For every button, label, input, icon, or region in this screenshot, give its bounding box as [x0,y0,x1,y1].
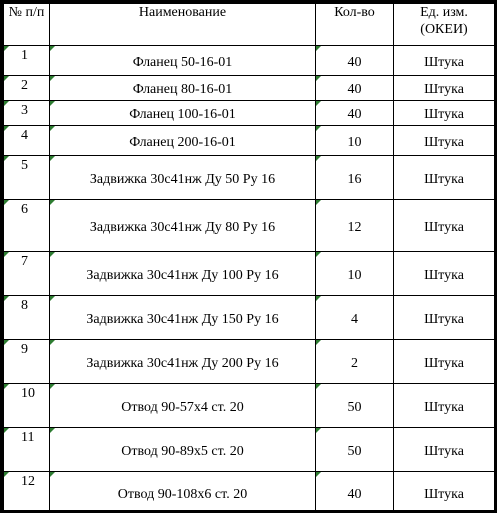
row-number-cell-text: 3 [21,103,28,118]
item-name-cell[interactable] [50,296,316,340]
item-name-cell[interactable] [50,101,316,126]
unit-cell-text: Штука [424,82,464,97]
quantity-cell[interactable] [316,472,394,513]
cell-marker-icon [4,296,9,301]
row-number-cell-text: 5 [21,158,28,173]
item-name-cell-text: Фланец 200-16-01 [129,134,236,150]
unit-cell[interactable] [394,384,495,428]
item-name-cell-text: Отвод 90-108х6 ст. 20 [117,486,248,502]
item-name-cell[interactable] [50,76,316,101]
row-number-cell-text: 6 [21,202,28,217]
quantity-cell-text: 50 [347,399,362,415]
table-row [4,126,495,156]
cell-marker-icon [316,428,321,433]
item-name-cell[interactable] [50,340,316,384]
unit-cell[interactable] [394,340,495,384]
unit-cell-text: Штука [424,355,464,371]
cell-marker-icon [4,428,9,433]
quantity-cell[interactable] [316,340,394,384]
item-name-cell-text: Отвод 90-57х4 ст. 20 [121,399,244,415]
cell-marker-icon [4,340,9,345]
table-row [4,200,495,252]
row-number-cell[interactable] [4,101,50,126]
item-name-cell[interactable] [50,428,316,472]
items-table [3,3,495,513]
item-name-cell-text: Отвод 90-89х5 ст. 20 [121,443,244,459]
unit-cell-text: Штука [424,171,464,187]
row-number-cell[interactable] [4,200,50,252]
quantity-cell-text: 50 [347,443,362,459]
row-number-cell-text: 1 [21,48,28,63]
item-name-cell-text: Задвижка 30с41нж Ду 100 Ру 16 [86,267,279,283]
cell-marker-icon [50,76,55,81]
row-number-cell[interactable] [4,472,50,513]
cell-marker-icon [316,340,321,345]
row-number-cell[interactable] [4,296,50,340]
unit-cell[interactable] [394,76,495,101]
unit-cell[interactable] [394,46,495,76]
item-name-cell-text: Задвижка 30с41нж Ду 150 Ру 16 [86,311,279,327]
cell-marker-icon [4,46,9,51]
row-number-cell-text: 12 [21,474,35,489]
row-number-cell[interactable] [4,428,50,472]
cell-marker-icon [50,296,55,301]
header-unit-line1: Ед. изм. [420,5,468,20]
item-name-cell[interactable] [50,252,316,296]
unit-cell-text: Штука [424,311,464,327]
item-name-cell-text: Фланец 50-16-01 [132,54,233,70]
row-number-cell[interactable] [4,252,50,296]
unit-cell[interactable] [394,428,495,472]
quantity-cell-text: 40 [347,107,362,122]
unit-cell[interactable] [394,472,495,513]
cell-marker-icon [316,126,321,131]
table-row [4,472,495,513]
unit-cell[interactable] [394,296,495,340]
cell-marker-icon [50,384,55,389]
cell-marker-icon [4,472,9,477]
cell-marker-icon [4,101,9,106]
unit-cell[interactable] [394,200,495,252]
item-name-cell[interactable] [50,126,316,156]
cell-marker-icon [50,156,55,161]
quantity-cell-text: 10 [347,134,362,150]
table-row [4,384,495,428]
row-number-cell-text: 7 [21,254,28,269]
cell-marker-icon [316,296,321,301]
row-number-cell-text: 4 [21,128,28,143]
cell-marker-icon [316,200,321,205]
cell-marker-icon [50,252,55,257]
cell-marker-icon [50,472,55,477]
cell-marker-icon [4,252,9,257]
header-unit-line2: (ОКЕИ) [420,22,468,37]
quantity-cell-text: 16 [347,171,362,187]
item-name-cell-text: Фланец 80-16-01 [132,82,233,97]
cell-marker-icon [50,46,55,51]
header-unit[interactable] [394,4,495,46]
cell-marker-icon [4,156,9,161]
quantity-cell[interactable] [316,76,394,101]
quantity-cell[interactable] [316,46,394,76]
unit-cell[interactable] [394,252,495,296]
unit-cell-text: Штука [424,134,464,150]
row-number-cell[interactable] [4,384,50,428]
row-number-cell-text: 11 [21,430,35,445]
unit-cell-text: Штука [424,486,464,502]
quantity-cell-text: 40 [347,486,362,502]
header-qty[interactable]: Кол-во [316,4,394,46]
cell-marker-icon [316,384,321,389]
cell-marker-icon [4,384,9,389]
quantity-cell-text: 40 [347,54,362,70]
item-name-cell-text: Задвижка 30с41нж Ду 200 Ру 16 [86,355,279,371]
quantity-cell[interactable] [316,156,394,200]
unit-cell-text: Штука [424,399,464,415]
row-number-cell-text: 10 [21,386,35,401]
table-row [4,296,495,340]
header-row [4,4,495,46]
item-name-cell-text: Задвижка 30с41нж Ду 50 Ру 16 [89,171,276,187]
table-row [4,156,495,200]
quantity-cell-text: 4 [351,311,358,327]
table-row [4,46,495,76]
row-number-cell-text: 9 [21,342,28,357]
cell-marker-icon [50,200,55,205]
item-name-cell[interactable] [50,46,316,76]
cell-marker-icon [4,76,9,81]
table-row [4,340,495,384]
row-number-cell[interactable] [4,126,50,156]
cell-marker-icon [316,472,321,477]
item-name-cell[interactable] [50,200,316,252]
cell-marker-icon [316,76,321,81]
table-row [4,252,495,296]
quantity-cell-text: 40 [347,82,362,97]
item-name-cell[interactable] [50,472,316,513]
unit-cell-text: Штука [424,54,464,70]
header-num[interactable]: № п/п [4,4,50,46]
table-row [4,428,495,472]
unit-cell-text: Штука [424,443,464,459]
cell-marker-icon [316,46,321,51]
unit-cell[interactable] [394,101,495,126]
quantity-cell[interactable] [316,296,394,340]
header-name[interactable]: Наименование [50,4,316,46]
row-number-cell-text: 2 [21,78,28,93]
table-row [4,101,495,126]
unit-cell[interactable] [394,126,495,156]
unit-cell[interactable] [394,156,495,200]
unit-cell-text: Штука [424,219,464,235]
row-number-cell[interactable] [4,46,50,76]
row-number-cell-text: 8 [21,298,28,313]
row-number-cell[interactable] [4,340,50,384]
cell-marker-icon [50,126,55,131]
quantity-cell-text: 10 [347,267,362,283]
quantity-cell[interactable] [316,384,394,428]
cell-marker-icon [4,126,9,131]
item-name-cell-text: Задвижка 30с41нж Ду 80 Ру 16 [89,219,276,235]
item-name-cell-text: Фланец 100-16-01 [129,107,236,122]
quantity-cell[interactable] [316,126,394,156]
quantity-cell[interactable] [316,200,394,252]
unit-cell-text: Штука [424,107,464,122]
table-row [4,76,495,101]
cell-marker-icon [316,252,321,257]
row-number-cell[interactable] [4,76,50,101]
cell-marker-icon [4,200,9,205]
unit-cell-text: Штука [424,267,464,283]
quantity-cell-text: 12 [347,219,362,235]
row-number-cell[interactable] [4,156,50,200]
item-name-cell[interactable] [50,384,316,428]
cell-marker-icon [50,428,55,433]
quantity-cell[interactable] [316,101,394,126]
cell-marker-icon [316,101,321,106]
item-name-cell[interactable] [50,156,316,200]
quantity-cell[interactable] [316,428,394,472]
quantity-cell-text: 2 [351,355,358,371]
cell-marker-icon [316,156,321,161]
cell-marker-icon [50,340,55,345]
cell-marker-icon [50,101,55,106]
quantity-cell[interactable] [316,252,394,296]
